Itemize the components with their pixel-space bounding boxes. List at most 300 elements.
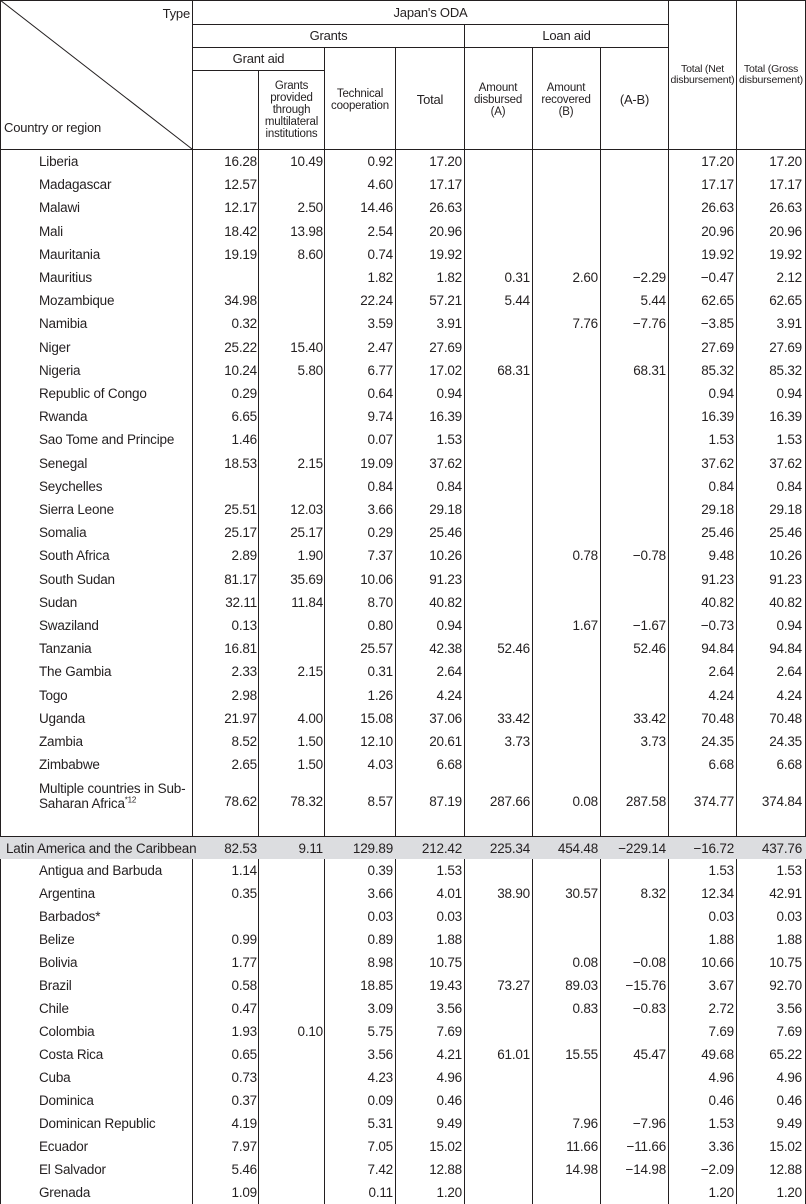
- country-name: Zimbabwe: [39, 757, 100, 773]
- value-cell: 1.88: [776, 932, 802, 947]
- value-cell: 27.69: [769, 339, 802, 355]
- value-cell: −0.83: [632, 1001, 666, 1016]
- value-cell: 3.66: [367, 502, 393, 517]
- value-cell: 0.29: [367, 525, 393, 541]
- value-cell: 0.94: [776, 618, 802, 633]
- value-cell: 1.90: [297, 548, 323, 564]
- value-cell: 17.17: [769, 177, 802, 193]
- country-name: Brazil: [39, 978, 72, 993]
- value-cell: 0.46: [436, 1093, 462, 1108]
- value-cell: 4.19: [231, 1116, 257, 1131]
- value-cell: 2.54: [367, 223, 393, 239]
- country-name: Malawi: [39, 200, 80, 216]
- value-cell: −0.78: [632, 548, 666, 564]
- value-cell: −2.09: [700, 1162, 734, 1177]
- value-cell: 8.32: [640, 886, 666, 901]
- value-cell: 0.65: [231, 1047, 257, 1062]
- value-cell: 10.66: [701, 955, 734, 970]
- table-row: [0, 684, 806, 707]
- value-cell: 1.46: [231, 432, 257, 448]
- table-row: [0, 637, 806, 660]
- value-cell: 454.48: [557, 841, 598, 856]
- country-name: Seychelles: [39, 478, 103, 494]
- value-cell: 10.49: [290, 154, 323, 169]
- value-cell: 1.50: [297, 734, 323, 749]
- country-name: Costa Rica: [39, 1047, 104, 1062]
- value-cell: 18.42: [224, 223, 257, 239]
- value-cell: 0.31: [367, 664, 393, 680]
- value-cell: 25.22: [224, 339, 257, 355]
- value-cell: 7.37: [367, 548, 393, 564]
- value-cell: 2.65: [231, 757, 257, 773]
- value-cell: 2.72: [708, 1001, 734, 1016]
- value-cell: 10.06: [360, 571, 393, 587]
- country-name: Rwanda: [39, 409, 88, 425]
- value-cell: 12.17: [224, 200, 257, 216]
- value-cell: 2.89: [231, 548, 257, 564]
- value-cell: 70.48: [701, 710, 734, 726]
- value-cell: 374.84: [761, 794, 802, 810]
- value-cell: 25.46: [429, 525, 462, 541]
- value-cell: 4.96: [436, 1070, 462, 1085]
- value-cell: 3.67: [708, 978, 734, 993]
- amount-recovered-label: Amount recovered (B): [541, 82, 591, 118]
- table-row: [0, 452, 806, 475]
- value-cell: 37.62: [769, 455, 802, 471]
- value-cell: 27.69: [429, 339, 462, 355]
- value-cell: 0.84: [776, 478, 802, 494]
- table-row: [0, 974, 806, 997]
- country-name: Liberia: [39, 154, 79, 169]
- value-cell: 15.02: [429, 1139, 462, 1154]
- value-cell: 9.74: [367, 409, 393, 425]
- type-label: Type: [162, 6, 190, 21]
- value-cell: 34.98: [224, 293, 257, 309]
- value-cell: 1.53: [776, 863, 802, 878]
- value-cell: 3.59: [367, 316, 393, 332]
- value-cell: 52.46: [633, 641, 666, 657]
- value-cell: 62.65: [769, 293, 802, 309]
- value-cell: 0.11: [368, 1185, 393, 1200]
- value-cell: 212.42: [421, 841, 462, 856]
- value-cell: 38.90: [497, 886, 530, 901]
- value-cell: 7.69: [776, 1024, 802, 1039]
- value-cell: 42.91: [769, 886, 802, 901]
- value-cell: 2.15: [297, 455, 323, 471]
- value-cell: 1.53: [708, 1116, 734, 1131]
- value-cell: 4.96: [708, 1070, 734, 1085]
- value-cell: 2.33: [231, 664, 257, 680]
- value-cell: 1.20: [436, 1185, 462, 1200]
- value-cell: 4.21: [436, 1047, 462, 1062]
- value-cell: 25.46: [769, 525, 802, 541]
- country-name: Dominican Republic: [39, 1116, 156, 1131]
- value-cell: 0.39: [367, 863, 393, 878]
- value-cell: 0.89: [367, 932, 393, 947]
- value-cell: 12.03: [290, 502, 323, 517]
- multilateral-label: Grants provided through multilateral institutions: [264, 80, 319, 140]
- value-cell: 1.14: [231, 863, 257, 878]
- value-cell: 7.05: [367, 1139, 393, 1154]
- value-cell: 374.77: [693, 794, 734, 810]
- value-cell: 7.42: [367, 1162, 393, 1177]
- country-name: South Sudan: [39, 571, 115, 587]
- value-cell: −0.73: [700, 618, 734, 633]
- value-cell: −0.47: [700, 270, 734, 285]
- value-cell: 12.57: [224, 177, 257, 193]
- country-name: Belize: [39, 932, 75, 947]
- value-cell: 0.73: [231, 1070, 257, 1085]
- grants-total-label: Total: [416, 92, 444, 107]
- value-cell: 33.42: [633, 710, 666, 726]
- value-cell: 0.10: [297, 1024, 323, 1039]
- value-cell: 16.39: [429, 409, 462, 425]
- value-cell: 6.68: [708, 757, 734, 773]
- value-cell: 1.82: [436, 270, 462, 285]
- value-cell: 3.09: [367, 1001, 393, 1016]
- value-cell: 8.52: [231, 734, 257, 749]
- value-cell: 0.03: [708, 909, 734, 924]
- value-cell: −0.08: [632, 955, 666, 970]
- value-cell: 2.64: [436, 664, 462, 680]
- table-row: [0, 359, 806, 382]
- value-cell: 6.68: [776, 757, 802, 773]
- region-row: [0, 837, 806, 859]
- value-cell: 287.58: [625, 794, 666, 810]
- value-cell: 4.01: [436, 886, 462, 901]
- country-name: Ecuador: [39, 1139, 88, 1154]
- value-cell: 0.32: [231, 316, 257, 332]
- value-cell: 1.26: [367, 687, 393, 703]
- table-row: [0, 614, 806, 637]
- value-cell: 3.91: [776, 316, 802, 332]
- country-name: Colombia: [39, 1024, 95, 1039]
- value-cell: 20.96: [701, 223, 734, 239]
- value-cell: −11.66: [626, 1139, 666, 1154]
- country-name: Mali: [39, 223, 63, 239]
- value-cell: 7.69: [708, 1024, 734, 1039]
- value-cell: 16.28: [224, 154, 257, 169]
- country-name: Senegal: [39, 455, 88, 471]
- table-row: [0, 173, 806, 196]
- value-cell: 40.82: [701, 594, 734, 610]
- value-cell: 81.17: [224, 571, 257, 587]
- value-cell: 0.35: [231, 886, 257, 901]
- value-cell: 17.20: [701, 154, 734, 169]
- value-cell: 52.46: [497, 641, 530, 657]
- country-name: Mozambique: [39, 293, 115, 309]
- value-cell: 17.20: [769, 154, 802, 169]
- value-cell: 4.96: [776, 1070, 802, 1085]
- value-cell: 18.85: [360, 978, 393, 993]
- table-row: [0, 1043, 806, 1066]
- table-row: [0, 1158, 806, 1181]
- value-cell: 25.17: [290, 525, 323, 541]
- value-cell: 0.07: [367, 432, 393, 448]
- value-cell: 0.64: [367, 386, 393, 401]
- value-cell: 62.65: [701, 293, 734, 309]
- value-cell: −7.96: [632, 1116, 666, 1131]
- value-cell: 57.21: [429, 293, 462, 309]
- country-name: Mauritania: [39, 246, 101, 262]
- country-name: Somalia: [39, 525, 87, 541]
- value-cell: 10.26: [429, 548, 462, 564]
- country-name: Argentina: [39, 886, 95, 901]
- value-cell: 94.84: [701, 641, 734, 657]
- value-cell: 2.15: [297, 664, 323, 680]
- value-cell: 2.64: [776, 664, 802, 680]
- country-name: Sierra Leone: [39, 502, 114, 517]
- value-cell: 24.35: [769, 734, 802, 749]
- table-row: [0, 882, 806, 905]
- value-cell: 2.47: [367, 339, 393, 355]
- value-cell: 0.94: [708, 386, 734, 401]
- value-cell: 7.97: [231, 1139, 257, 1154]
- value-cell: 19.19: [224, 246, 257, 262]
- value-cell: 78.62: [224, 794, 257, 810]
- value-cell: 5.75: [367, 1024, 393, 1039]
- country-name: Sao Tome and Principe: [39, 432, 175, 448]
- value-cell: 91.23: [769, 571, 802, 587]
- country-name: Grenada: [39, 1185, 91, 1200]
- country-name: Mauritius: [39, 270, 92, 285]
- value-cell: 0.03: [367, 909, 393, 924]
- value-cell: 4.24: [776, 687, 802, 703]
- value-cell: 0.94: [776, 386, 802, 401]
- value-cell: 1.53: [708, 432, 734, 448]
- value-cell: 30.57: [565, 886, 598, 901]
- table-row: [0, 475, 806, 498]
- value-cell: 37.62: [429, 455, 462, 471]
- table-row: [0, 1020, 806, 1043]
- value-cell: 0.84: [436, 478, 462, 494]
- table-row: [0, 859, 806, 882]
- value-cell: 65.22: [769, 1047, 802, 1062]
- country-name: Multiple countries in Sub-Saharan Africa$^{*12}$: [39, 781, 186, 812]
- value-cell: 17.20: [429, 154, 462, 169]
- value-cell: 16.39: [701, 409, 734, 425]
- value-cell: 5.46: [231, 1162, 257, 1177]
- value-cell: 0.46: [708, 1093, 734, 1108]
- value-cell: 4.24: [708, 687, 734, 703]
- value-cell: 70.48: [769, 710, 802, 726]
- value-cell: 2.50: [297, 200, 323, 216]
- country-name: Nigeria: [39, 362, 81, 378]
- value-cell: 7.69: [436, 1024, 462, 1039]
- country-name: Dominica: [39, 1093, 94, 1108]
- table-row: [0, 753, 806, 776]
- table-row: [0, 730, 806, 753]
- table-row: [0, 928, 806, 951]
- value-cell: 91.23: [701, 571, 734, 587]
- value-cell: 85.32: [701, 362, 734, 378]
- value-cell: 15.02: [769, 1139, 802, 1154]
- value-cell: 0.08: [572, 794, 598, 810]
- a-minus-b-label: (A-B): [619, 92, 650, 107]
- table-row: [0, 779, 806, 825]
- country-name: Republic of Congo: [39, 386, 147, 401]
- value-cell: 0.78: [572, 548, 598, 564]
- value-cell: 16.81: [224, 641, 257, 657]
- value-cell: 25.57: [360, 641, 393, 657]
- value-cell: 27.69: [701, 339, 734, 355]
- value-cell: −1.67: [632, 618, 666, 633]
- table-row: [0, 951, 806, 974]
- value-cell: 92.70: [769, 978, 802, 993]
- value-cell: 3.73: [640, 734, 666, 749]
- value-cell: 12.10: [360, 734, 393, 749]
- value-cell: 6.65: [231, 409, 257, 425]
- country-label: Country or region: [4, 120, 102, 135]
- table-row: [0, 591, 806, 614]
- value-cell: 15.08: [360, 710, 393, 726]
- value-cell: 3.56: [436, 1001, 462, 1016]
- value-cell: 6.77: [367, 362, 393, 378]
- value-cell: 19.92: [429, 246, 462, 262]
- value-cell: 437.76: [761, 841, 802, 856]
- value-cell: 15.40: [290, 339, 323, 355]
- value-cell: 14.98: [565, 1162, 598, 1177]
- value-cell: 17.17: [429, 177, 462, 193]
- value-cell: 89.03: [565, 978, 598, 993]
- country-name: Sudan: [39, 594, 78, 610]
- value-cell: 94.84: [769, 641, 802, 657]
- value-cell: 87.19: [429, 794, 462, 810]
- value-cell: 1.67: [572, 618, 598, 633]
- country-name: El Salvador: [39, 1162, 106, 1177]
- loan-aid-label: Loan aid: [542, 28, 591, 43]
- country-name: Swaziland: [39, 618, 99, 633]
- value-cell: 8.98: [367, 955, 393, 970]
- value-cell: 20.61: [429, 734, 462, 749]
- value-cell: 129.89: [352, 841, 393, 856]
- value-cell: 12.34: [701, 886, 734, 901]
- table-row: [0, 243, 806, 266]
- value-cell: 0.92: [367, 154, 393, 169]
- table-row: [0, 1181, 806, 1204]
- value-cell: 5.44: [640, 293, 666, 309]
- value-cell: 1.20: [776, 1185, 802, 1200]
- value-cell: 78.32: [290, 794, 323, 810]
- table-row: [0, 312, 806, 335]
- value-cell: 0.94: [436, 386, 462, 401]
- value-cell: 2.64: [708, 664, 734, 680]
- value-cell: 20.96: [769, 223, 802, 239]
- table-row: [0, 1135, 806, 1158]
- value-cell: 1.50: [297, 757, 323, 773]
- value-cell: 0.58: [231, 978, 257, 993]
- value-cell: 11.66: [566, 1139, 598, 1154]
- value-cell: 10.26: [769, 548, 802, 564]
- value-cell: 8.57: [367, 794, 393, 810]
- value-cell: 12.88: [429, 1162, 462, 1177]
- table-row: [0, 1089, 806, 1112]
- value-cell: 85.32: [769, 362, 802, 378]
- table-row: [0, 521, 806, 544]
- technical-label: Technical cooperation: [331, 88, 389, 112]
- value-cell: 0.13: [231, 618, 257, 633]
- value-cell: 13.98: [290, 223, 323, 239]
- grants-label: Grants: [309, 28, 348, 43]
- value-cell: 2.60: [572, 270, 598, 285]
- value-cell: 17.02: [429, 362, 462, 378]
- table-row: [0, 405, 806, 428]
- value-cell: 1.53: [776, 432, 802, 448]
- value-cell: 40.82: [429, 594, 462, 610]
- table-row: [0, 428, 806, 451]
- value-cell: 5.80: [297, 362, 323, 378]
- total-gross-label: Total (Gross disbursement): [739, 63, 803, 86]
- value-cell: 42.38: [429, 641, 462, 657]
- value-cell: 0.99: [231, 932, 257, 947]
- table-row: [0, 336, 806, 359]
- value-cell: 17.17: [701, 177, 734, 193]
- value-cell: 2.98: [231, 687, 257, 703]
- value-cell: 9.49: [776, 1116, 802, 1131]
- value-cell: 4.60: [367, 177, 393, 193]
- value-cell: 25.17: [224, 525, 257, 541]
- table-row: [0, 568, 806, 591]
- table-row: [0, 905, 806, 928]
- value-cell: 5.44: [504, 293, 530, 309]
- value-cell: 3.36: [708, 1139, 734, 1154]
- value-cell: 0.83: [572, 1001, 598, 1016]
- value-cell: 0.84: [708, 478, 734, 494]
- value-cell: 0.37: [231, 1093, 257, 1108]
- value-cell: 1.20: [708, 1185, 734, 1200]
- value-cell: 0.74: [367, 246, 393, 262]
- value-cell: −229.14: [618, 841, 666, 856]
- value-cell: −2.29: [632, 270, 666, 285]
- country-name: Zambia: [39, 734, 83, 749]
- value-cell: 3.56: [776, 1001, 802, 1016]
- value-cell: 0.03: [436, 909, 462, 924]
- table-row: [0, 997, 806, 1020]
- value-cell: 19.92: [769, 246, 802, 262]
- country-name: Madagascar: [39, 177, 112, 193]
- value-cell: 8.60: [297, 246, 323, 262]
- value-cell: 7.76: [572, 316, 598, 332]
- value-cell: 37.06: [429, 710, 462, 726]
- value-cell: 10.75: [769, 955, 802, 970]
- value-cell: 3.66: [367, 886, 393, 901]
- table-row: [0, 1066, 806, 1089]
- value-cell: 19.43: [429, 978, 462, 993]
- value-cell: 18.53: [224, 455, 257, 471]
- value-cell: 1.53: [436, 863, 462, 878]
- amount-disbursed-label: Amount disbursed (A): [473, 82, 523, 118]
- country-name: Tanzania: [39, 641, 92, 657]
- value-cell: 0.31: [504, 270, 530, 285]
- value-cell: 19.92: [701, 246, 734, 262]
- value-cell: 287.66: [489, 794, 530, 810]
- value-cell: 10.24: [224, 362, 257, 378]
- value-cell: 25.46: [701, 525, 734, 541]
- grant-aid-label: Grant aid: [232, 51, 285, 66]
- value-cell: 73.27: [497, 978, 530, 993]
- value-cell: −16.72: [693, 841, 734, 856]
- value-cell: 0.46: [776, 1093, 802, 1108]
- value-cell: 91.23: [429, 571, 462, 587]
- value-cell: 35.69: [290, 571, 323, 587]
- value-cell: 9.49: [436, 1116, 462, 1131]
- table-row: [0, 660, 806, 683]
- value-cell: 4.23: [367, 1070, 393, 1085]
- value-cell: 61.01: [497, 1047, 530, 1062]
- value-cell: 29.18: [769, 502, 802, 517]
- value-cell: 12.88: [769, 1162, 802, 1177]
- value-cell: 45.47: [633, 1047, 666, 1062]
